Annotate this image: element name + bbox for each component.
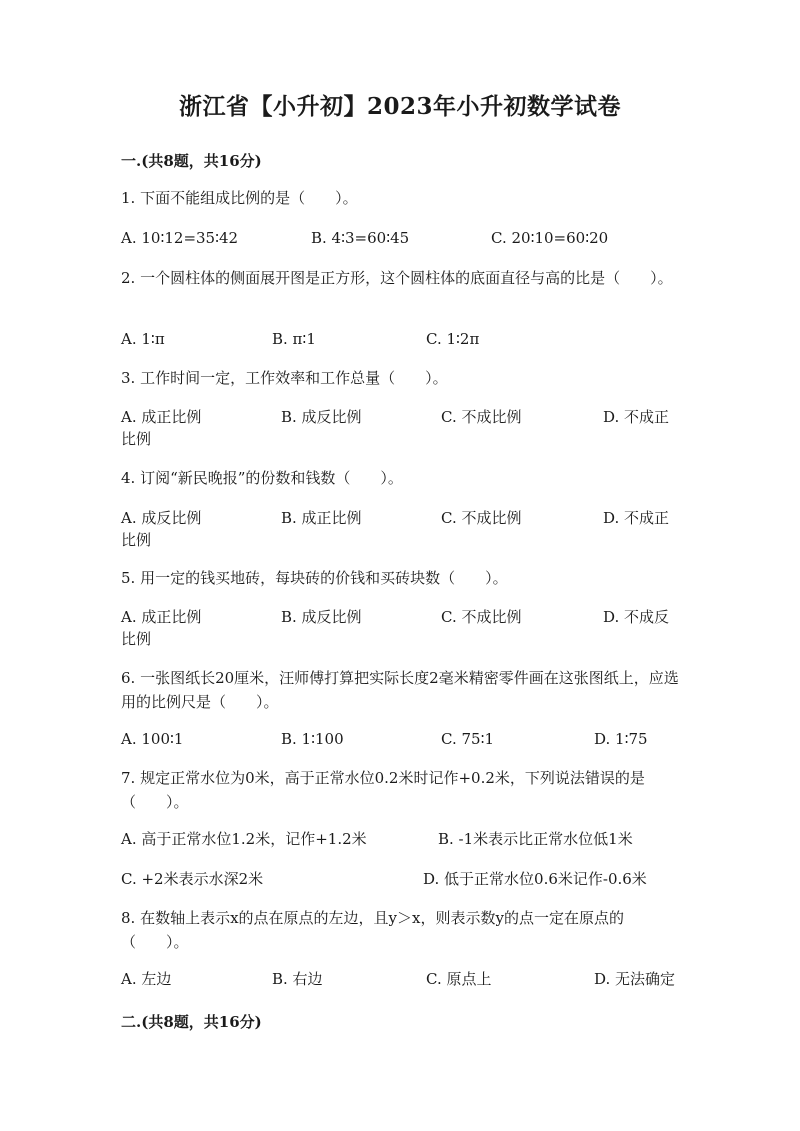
q8-option-d[interactable]: D. 无法确定 xyxy=(594,970,676,988)
q6-option-b[interactable]: B. 1∶100 xyxy=(281,730,344,748)
q5-option-d-continued: 比例 xyxy=(121,630,152,648)
q7-option-b[interactable]: B. -1米表示比正常水位低1米 xyxy=(438,830,633,848)
section-1-heading: 一.(共8题，共16分) xyxy=(121,152,262,170)
question-3: 3. 工作时间一定，工作效率和工作总量（ ）。 xyxy=(121,369,448,387)
q5-option-a[interactable]: A. 成正比例 xyxy=(121,608,202,626)
q6-option-d[interactable]: D. 1∶75 xyxy=(594,730,648,748)
q7-option-c[interactable]: C. +2米表示水深2米 xyxy=(121,870,264,888)
q4-option-d[interactable]: D. 不成正 xyxy=(603,509,670,527)
q3-option-b[interactable]: B. 成反比例 xyxy=(281,408,362,426)
section-2-heading: 二.(共8题，共16分) xyxy=(121,1013,262,1031)
q1-option-c[interactable]: C. 20∶10=60∶20 xyxy=(491,229,609,247)
q1-option-b[interactable]: B. 4∶3=60∶45 xyxy=(311,229,410,247)
question-7: 7. 规定正常水位为0米，高于正常水位0.2米时记作+0.2米，下列说法错误的是（ ）。 xyxy=(121,769,645,811)
q4-option-c[interactable]: C. 不成比例 xyxy=(441,509,522,527)
q3-option-d[interactable]: D. 不成正 xyxy=(603,408,670,426)
q1-option-a[interactable]: A. 10∶12=35∶42 xyxy=(121,229,239,247)
question-5: 5. 用一定的钱买地砖，每块砖的价钱和买砖块数（ ）。 xyxy=(121,569,508,587)
q3-option-a[interactable]: A. 成正比例 xyxy=(121,408,202,426)
q2-option-b[interactable]: B. π∶1 xyxy=(272,330,316,348)
question-4: 4. 订阅“新民晚报”的份数和钱数（ ）。 xyxy=(121,469,403,487)
q8-option-a[interactable]: A. 左边 xyxy=(121,970,172,988)
q6-option-a[interactable]: A. 100∶1 xyxy=(121,730,184,748)
q5-option-b[interactable]: B. 成反比例 xyxy=(281,608,362,626)
q8-option-b[interactable]: B. 右边 xyxy=(272,970,323,988)
question-8: 8. 在数轴上表示x的点在原点的左边，且y＞x，则表示数y的点一定在原点的（ ）。 xyxy=(121,909,624,951)
question-6: 6. 一张图纸长20厘米，汪师傅打算把实际长度2毫米精密零件画在这张图纸上，应选用的比例尺是（ ）。 xyxy=(121,669,679,711)
question-1: 1. 下面不能组成比例的是（ ）。 xyxy=(121,189,358,207)
q6-option-c[interactable]: C. 75∶1 xyxy=(441,730,495,748)
question-2: 2. 一个圆柱体的侧面展开图是正方形，这个圆柱体的底面直径与高的比是（ ）。 xyxy=(121,269,673,287)
q2-option-c[interactable]: C. 1∶2π xyxy=(426,330,480,348)
q5-option-d[interactable]: D. 不成反 xyxy=(603,608,670,626)
exam-title: 浙江省【小升初】2023年小升初数学试卷 xyxy=(178,93,621,120)
q5-option-c[interactable]: C. 不成比例 xyxy=(441,608,522,626)
q4-option-b[interactable]: B. 成正比例 xyxy=(281,509,362,527)
q4-option-a[interactable]: A. 成反比例 xyxy=(121,509,202,527)
q8-option-c[interactable]: C. 原点上 xyxy=(426,970,492,988)
q3-option-d-continued: 比例 xyxy=(121,430,152,448)
q2-option-a[interactable]: A. 1∶π xyxy=(121,330,165,348)
q7-option-d[interactable]: D. 低于正常水位0.6米记作-0.6米 xyxy=(423,870,647,888)
q3-option-c[interactable]: C. 不成比例 xyxy=(441,408,522,426)
q4-option-d-continued: 比例 xyxy=(121,531,152,549)
q7-option-a[interactable]: A. 高于正常水位1.2米，记作+1.2米 xyxy=(121,830,367,848)
